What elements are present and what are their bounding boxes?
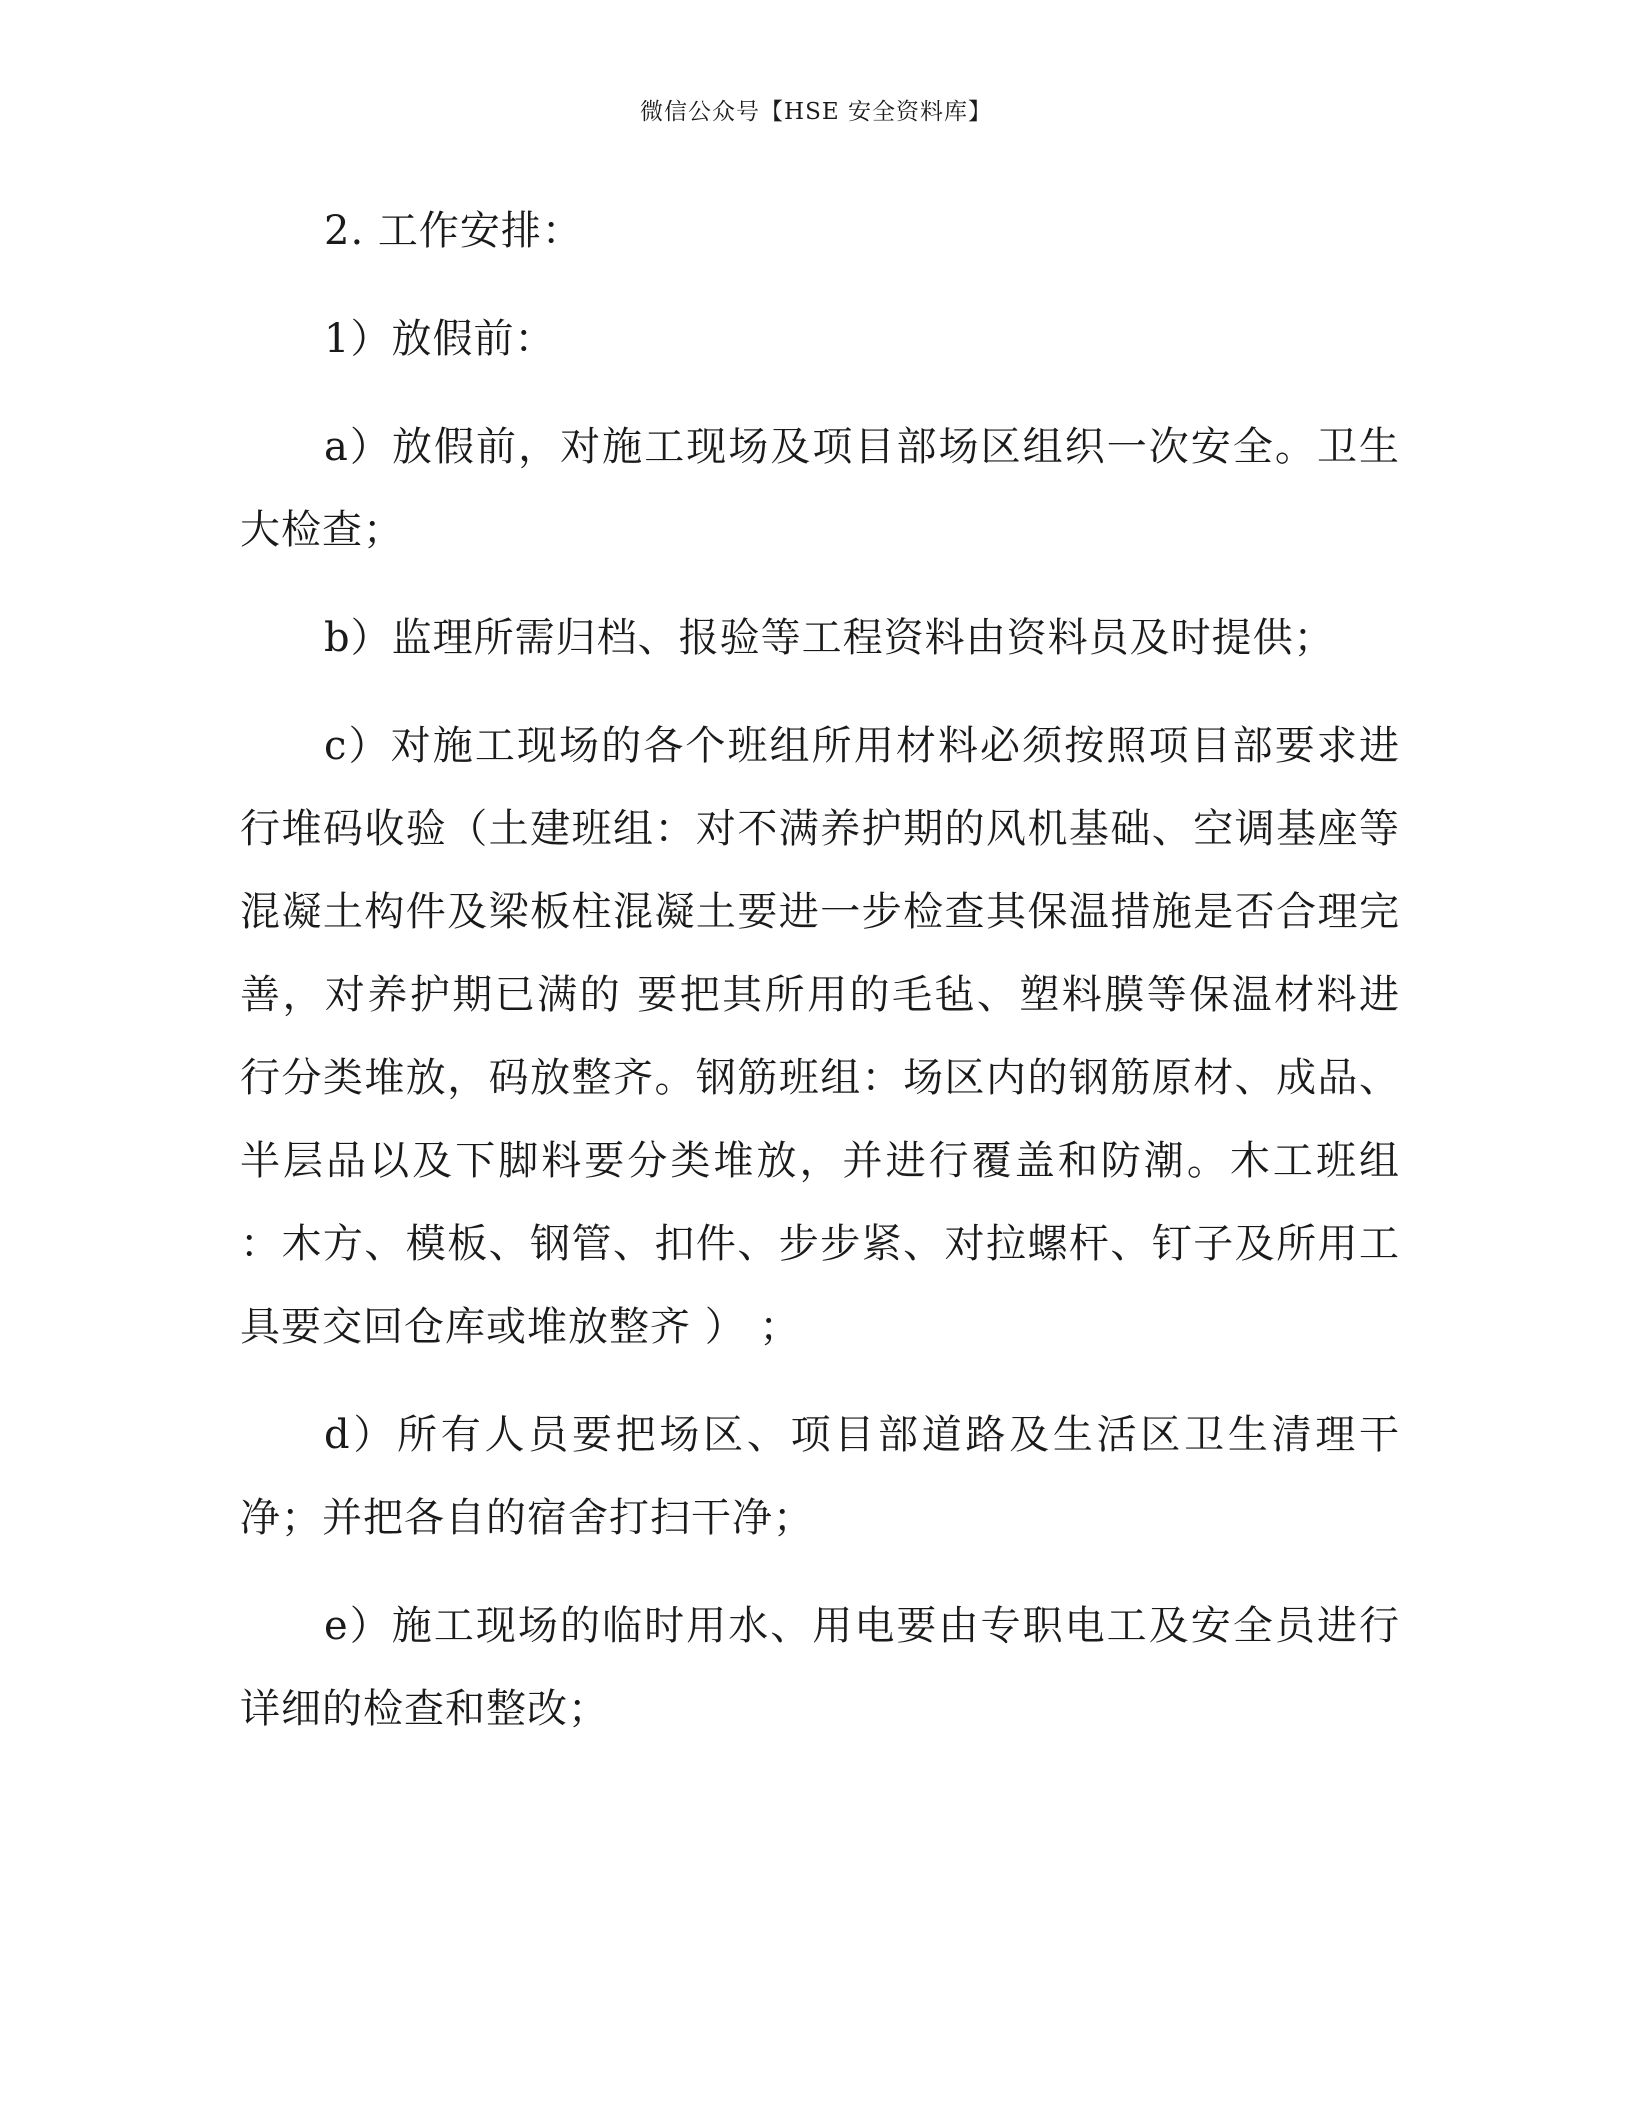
section-heading-work-arrangement: 2. 工作安排： xyxy=(324,208,583,254)
paragraph-item-e: e）施工现场的临时用水、用电要由专职电工及安全员进行详细的检查和整改； xyxy=(240,1603,1400,1732)
page-header: 微信公众号【HSE 安全资料库】 xyxy=(640,99,992,125)
document-body xyxy=(240,190,1400,1776)
paragraph-item-b: b）监理所需归档、报验等工程资料由资料员及时提供； xyxy=(324,615,1335,661)
paragraph-item-a: a）放假前，对施工现场及项目部场区组织一次安全。卫生大检查； xyxy=(240,424,1400,553)
paragraph-item-d: d）所有人员要把场区、项目部道路及生活区卫生清理干净；并把各自的宿舍打扫干净； xyxy=(240,1412,1400,1541)
paragraph-item-c: c）对施工现场的各个班组所用材料必须按照项目部要求进行堆码收验（土建班组：对不满养护期的风机基础、空调基座等混凝土构件及梁板柱混凝土要进一步检查其保温措施是否合理完善，对养护期已满的 要把其所用的毛毡、塑料膜等保温材料进行分类堆放，码放整齐。钢筋班组：场区内的钢筋原材、成品、半层品以及下脚料要分类堆放，并进行覆盖和防潮。木工班组 ：木方、模板、钢管、扣件、步步紧、对拉螺杆、钉子及所用工具要交回仓库或堆放整齐 ） ； xyxy=(240,723,1400,1350)
subsection-heading-before-holiday: 1）放假前： xyxy=(324,316,556,362)
